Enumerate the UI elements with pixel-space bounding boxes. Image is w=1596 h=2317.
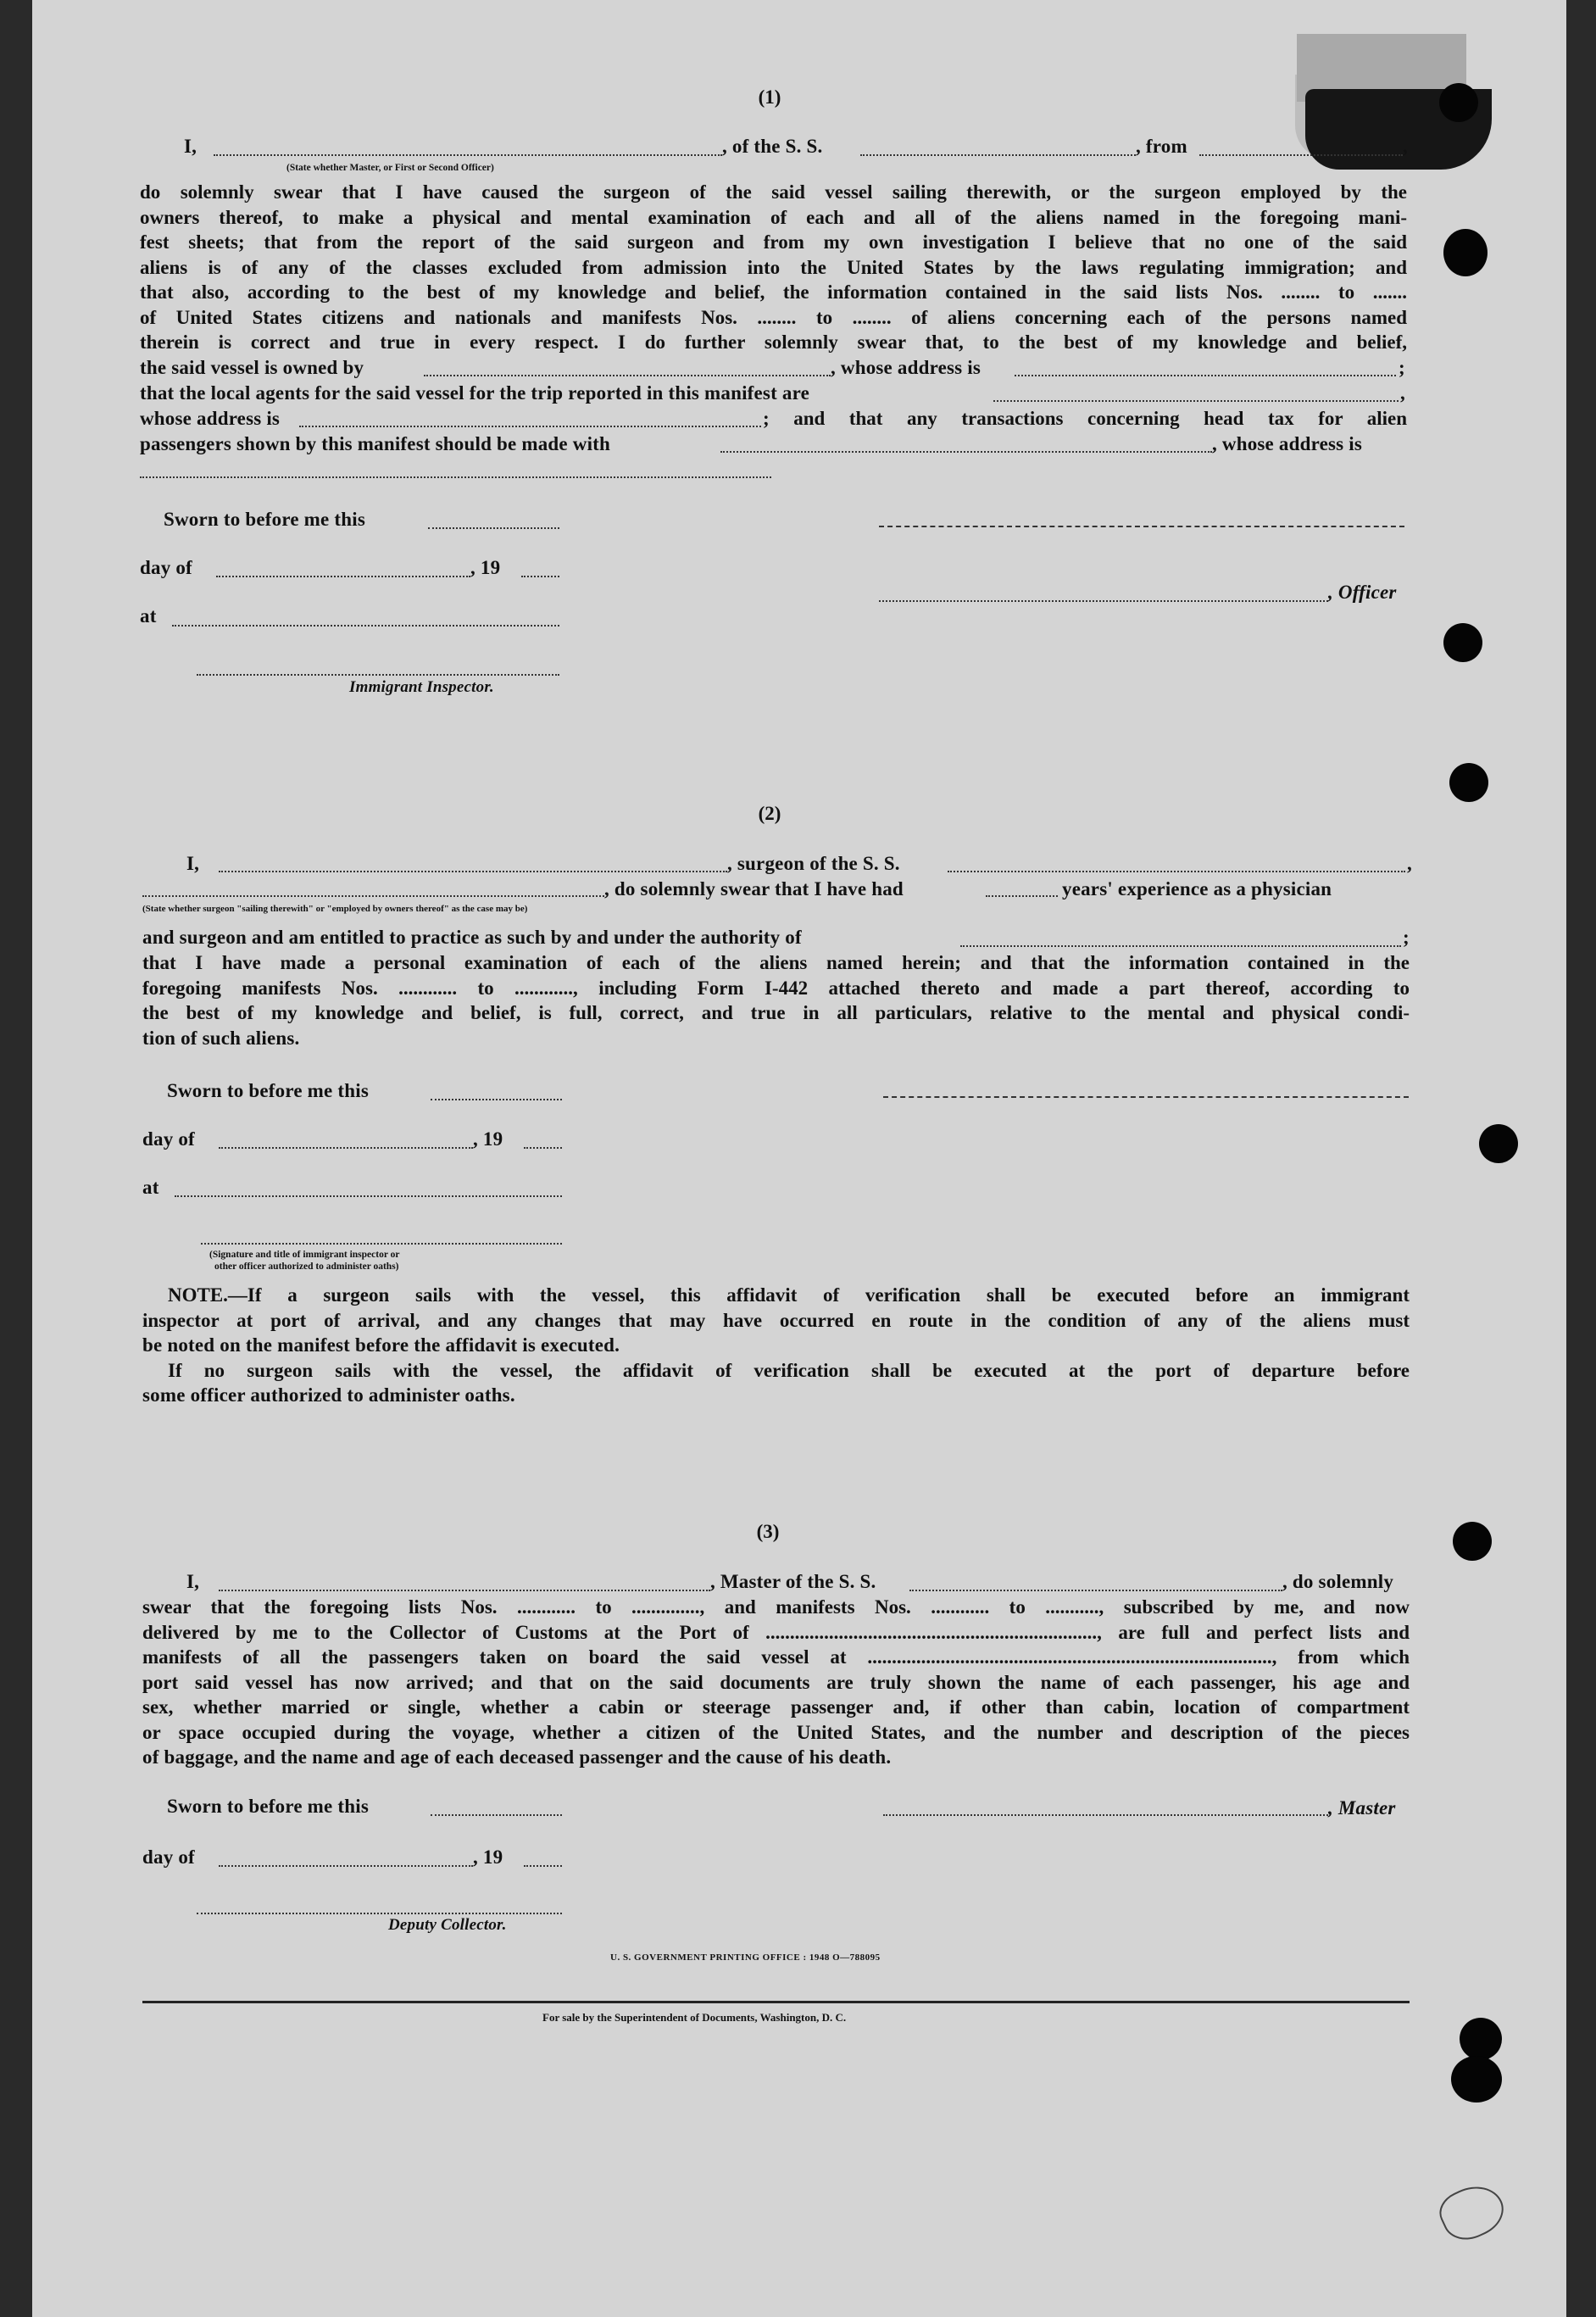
s1-head-tax-text: ; and that any transactions concerning head tax for alien bbox=[763, 408, 1407, 429]
s2-surgeon-note: (State whether surgeon "sailing therewith" or "employed by owners thereof" as the case may be) bbox=[142, 904, 528, 914]
s3-body-line: or space occupied during the voyage, whether a citizen of the United States, and the number and description of the pieces bbox=[142, 1721, 1410, 1743]
s2-year-label: , 19 bbox=[473, 1128, 503, 1150]
s1-i: I, bbox=[184, 136, 197, 157]
s2-sig-note: (Signature and title of immigrant inspector or bbox=[209, 1250, 400, 1260]
punch-hole bbox=[1439, 83, 1478, 122]
punch-hole bbox=[1443, 623, 1482, 662]
s1-comma: , bbox=[1400, 382, 1405, 404]
s2-i: I, bbox=[186, 853, 200, 874]
s2-signature-line bbox=[883, 1096, 1409, 1098]
s1-owner-line bbox=[424, 375, 831, 376]
s2-surgeon-name-line bbox=[219, 871, 727, 872]
s2-note2-line: If no surgeon sails with the vessel, the affidavit of verification shall be executed at the port of departure before bbox=[168, 1360, 1410, 1381]
s1-headtax-address-line bbox=[140, 476, 771, 478]
s2-vessel-line bbox=[948, 871, 1405, 872]
s2-sworn-label: Sworn to before me this bbox=[167, 1080, 369, 1101]
s2-inspector-line bbox=[201, 1243, 562, 1245]
s2-note bbox=[142, 1284, 1410, 1334]
s2-sworn-line bbox=[431, 1099, 562, 1100]
s3-body-line: port said vessel has now arrived; and that on the said documents are truly shown the name of each passenger, his age and bbox=[142, 1671, 1410, 1693]
punch-hole bbox=[1460, 2018, 1502, 2060]
s3-master-sign-label: , Master bbox=[1328, 1797, 1396, 1819]
s3-body-line: delivered by me to the Collector of Customs at the Port of ...................................................................., are full and perfect lists and bbox=[142, 1621, 1410, 1643]
s1-vessel-line bbox=[860, 154, 1136, 156]
s1-agents-address-line bbox=[299, 426, 761, 427]
s3-master-sign-line bbox=[883, 1814, 1328, 1816]
s2-note-line: inspector at port of arrival, and any changes that may have occurred en route in the condition of any of the aliens must bbox=[142, 1309, 1410, 1331]
s1-sworn-label: Sworn to before me this bbox=[164, 509, 365, 530]
s2-swear-text: , do solemnly swear that I have had bbox=[604, 878, 904, 900]
s1-owner-address-line bbox=[1015, 375, 1396, 376]
s3-master-label: , Master of the S. S. bbox=[710, 1571, 876, 1592]
s2-years-line bbox=[986, 895, 1058, 897]
s1-owner-address-label: , whose address is bbox=[831, 357, 981, 378]
s2-authority-line bbox=[960, 945, 1401, 947]
s3-vessel-line bbox=[909, 1590, 1282, 1591]
s1-body-line: aliens is of any of the classes excluded from admission into the United States by the laws regulating immigration; and bbox=[140, 256, 1407, 278]
s3-body bbox=[142, 1596, 1410, 1746]
s1-sworn-line bbox=[428, 527, 559, 529]
s1-from-line bbox=[1199, 154, 1403, 156]
s3-body-line: manifests of all the passengers taken on board the said vessel at ..................................................................................., from which bbox=[142, 1646, 1410, 1668]
s1-inspector-line bbox=[197, 674, 559, 676]
s2-body-line: the best of my knowledge and belief, is full, correct, and true in all particulars, relative to the mental and physical condi- bbox=[142, 1002, 1410, 1023]
s1-officer-sign-line bbox=[879, 600, 1328, 602]
section-1-heading: (1) bbox=[758, 86, 781, 108]
s2-sig-note: other officer authorized to administer oaths) bbox=[214, 1262, 399, 1272]
s3-year-line bbox=[524, 1865, 562, 1867]
s1-from-label: , from bbox=[1136, 136, 1187, 157]
s2-body-last: tion of such aliens. bbox=[142, 1028, 300, 1049]
s2-authority-label: and surgeon and am entitled to practice as such by and under the authority of bbox=[142, 927, 802, 948]
s1-officer-label: , Officer bbox=[1328, 582, 1397, 603]
s1-ss-label: , of the S. S. bbox=[722, 136, 823, 157]
s2-surgeon-type-line bbox=[142, 895, 604, 897]
s2-day-label: day of bbox=[142, 1128, 195, 1150]
s3-deputy-line bbox=[197, 1913, 562, 1914]
s1-inspector-label: Immigrant Inspector. bbox=[349, 678, 494, 696]
s1-agents-label: that the local agents for the said vessel for the trip reported in this manifest are bbox=[140, 382, 809, 404]
s1-passengers-label: passengers shown by this manifest should be made with bbox=[140, 433, 611, 454]
s1-at-line bbox=[172, 625, 559, 627]
section-2-heading: (2) bbox=[758, 803, 781, 824]
s2-body bbox=[142, 952, 1410, 1028]
s2-comma: , bbox=[1407, 853, 1412, 874]
s1-day-line bbox=[216, 576, 470, 577]
s2-note-last: be noted on the manifest before the affidavit is executed. bbox=[142, 1334, 620, 1356]
s2-day-line bbox=[219, 1147, 473, 1149]
s1-officer-line bbox=[214, 154, 722, 156]
s1-agents-line bbox=[993, 400, 1399, 402]
s3-sworn-label: Sworn to before me this bbox=[167, 1796, 369, 1817]
s2-surgeon-label: , surgeon of the S. S. bbox=[727, 853, 900, 874]
s1-owned-label: the said vessel is owned by bbox=[140, 357, 364, 378]
scan-border-left bbox=[0, 0, 32, 2317]
s1-day-label: day of bbox=[140, 557, 192, 578]
punch-hole bbox=[1479, 1124, 1518, 1163]
s1-body bbox=[140, 181, 1407, 357]
s1-year-label: , 19 bbox=[470, 557, 501, 578]
s2-years-text: years' experience as a physician bbox=[1062, 878, 1332, 900]
punch-hole bbox=[1443, 229, 1488, 276]
scan-border-right bbox=[1566, 0, 1596, 2317]
s1-semicolon: ; bbox=[1399, 357, 1405, 378]
s3-year-label: , 19 bbox=[473, 1846, 503, 1868]
footer-rule bbox=[142, 2001, 1410, 2003]
s3-body-line: swear that the foregoing lists Nos. ............ to .............., and manifests Nos. ............ to ..........., subscribed by me, and now bbox=[142, 1596, 1410, 1618]
s2-body-line: foregoing manifests Nos. ............ to ............, including Form I-442 attached thereto and made a part thereof, according to bbox=[142, 977, 1410, 999]
s1-body-line: do solemnly swear that I have caused the surgeon of the said vessel sailing therewith, or the surgeon employed by the bbox=[140, 181, 1407, 203]
s1-body-line: fest sheets; that from the report of the said surgeon and from my own investigation I believe that no one of the said bbox=[140, 231, 1407, 253]
s1-body-line: therein is correct and true in every respect. I do further solemnly swear that, to the best of my knowledge and belief, bbox=[140, 331, 1407, 353]
s2-year-line bbox=[524, 1147, 562, 1149]
s2-at-label: at bbox=[142, 1177, 159, 1198]
punch-hole bbox=[1453, 1522, 1492, 1561]
s2-note2-last: some officer authorized to administer oaths. bbox=[142, 1384, 515, 1406]
s3-sworn-line bbox=[431, 1814, 562, 1816]
s1-officer-note: (State whether Master, or First or Second Officer) bbox=[286, 163, 494, 173]
punch-hole bbox=[1451, 2056, 1502, 2103]
section-3-heading: (3) bbox=[756, 1521, 780, 1542]
s3-body-line: sex, whether married or single, whether a cabin or steerage passenger and, if other than cabin, location of compartment bbox=[142, 1696, 1410, 1718]
s2-body-line: that I have made a personal examination of each of the aliens named herein; and that the information contained in the bbox=[142, 952, 1410, 973]
sale-notice: For sale by the Superintendent of Documents, Washington, D. C. bbox=[542, 2011, 847, 2024]
s1-headtax-line bbox=[720, 451, 1212, 453]
s3-deputy-label: Deputy Collector. bbox=[388, 1916, 507, 1934]
s1-body-line: owners thereof, to make a physical and mental examination of each and all of the aliens named in the foregoing mani- bbox=[140, 206, 1407, 228]
s3-body-last: of baggage, and the name and age of each deceased passenger and the cause of his death. bbox=[142, 1746, 892, 1768]
s2-at-line bbox=[175, 1195, 562, 1197]
s3-swear-text: , do solemnly bbox=[1282, 1571, 1394, 1592]
gpo-imprint: U. S. GOVERNMENT PRINTING OFFICE : 1948 O—788095 bbox=[610, 1952, 881, 1963]
s3-day-label: day of bbox=[142, 1846, 195, 1868]
s1-year-line bbox=[521, 576, 559, 577]
s1-at-label: at bbox=[140, 605, 157, 627]
s3-master-name-line bbox=[219, 1590, 710, 1591]
punch-hole bbox=[1449, 763, 1488, 802]
s1-comma: , bbox=[1403, 136, 1408, 157]
s1-whose-label: whose address is bbox=[140, 408, 281, 429]
s3-day-line bbox=[219, 1865, 473, 1867]
s2-note-line: NOTE.—If a surgeon sails with the vessel, this affidavit of verification shall be executed before an immigrant bbox=[168, 1284, 1410, 1306]
s1-signature-line bbox=[879, 526, 1404, 527]
s3-i: I, bbox=[186, 1571, 200, 1592]
s1-whose-address-label: , whose address is bbox=[1212, 433, 1362, 454]
s1-body-line: that also, according to the best of my knowledge and belief, the information contained in the said lists Nos. ........ to ....... bbox=[140, 281, 1407, 303]
s2-semicolon: ; bbox=[1403, 927, 1410, 948]
s1-body-line: of United States citizens and nationals and manifests Nos. ........ to ........ of aliens concerning each of the persons named bbox=[140, 306, 1407, 328]
